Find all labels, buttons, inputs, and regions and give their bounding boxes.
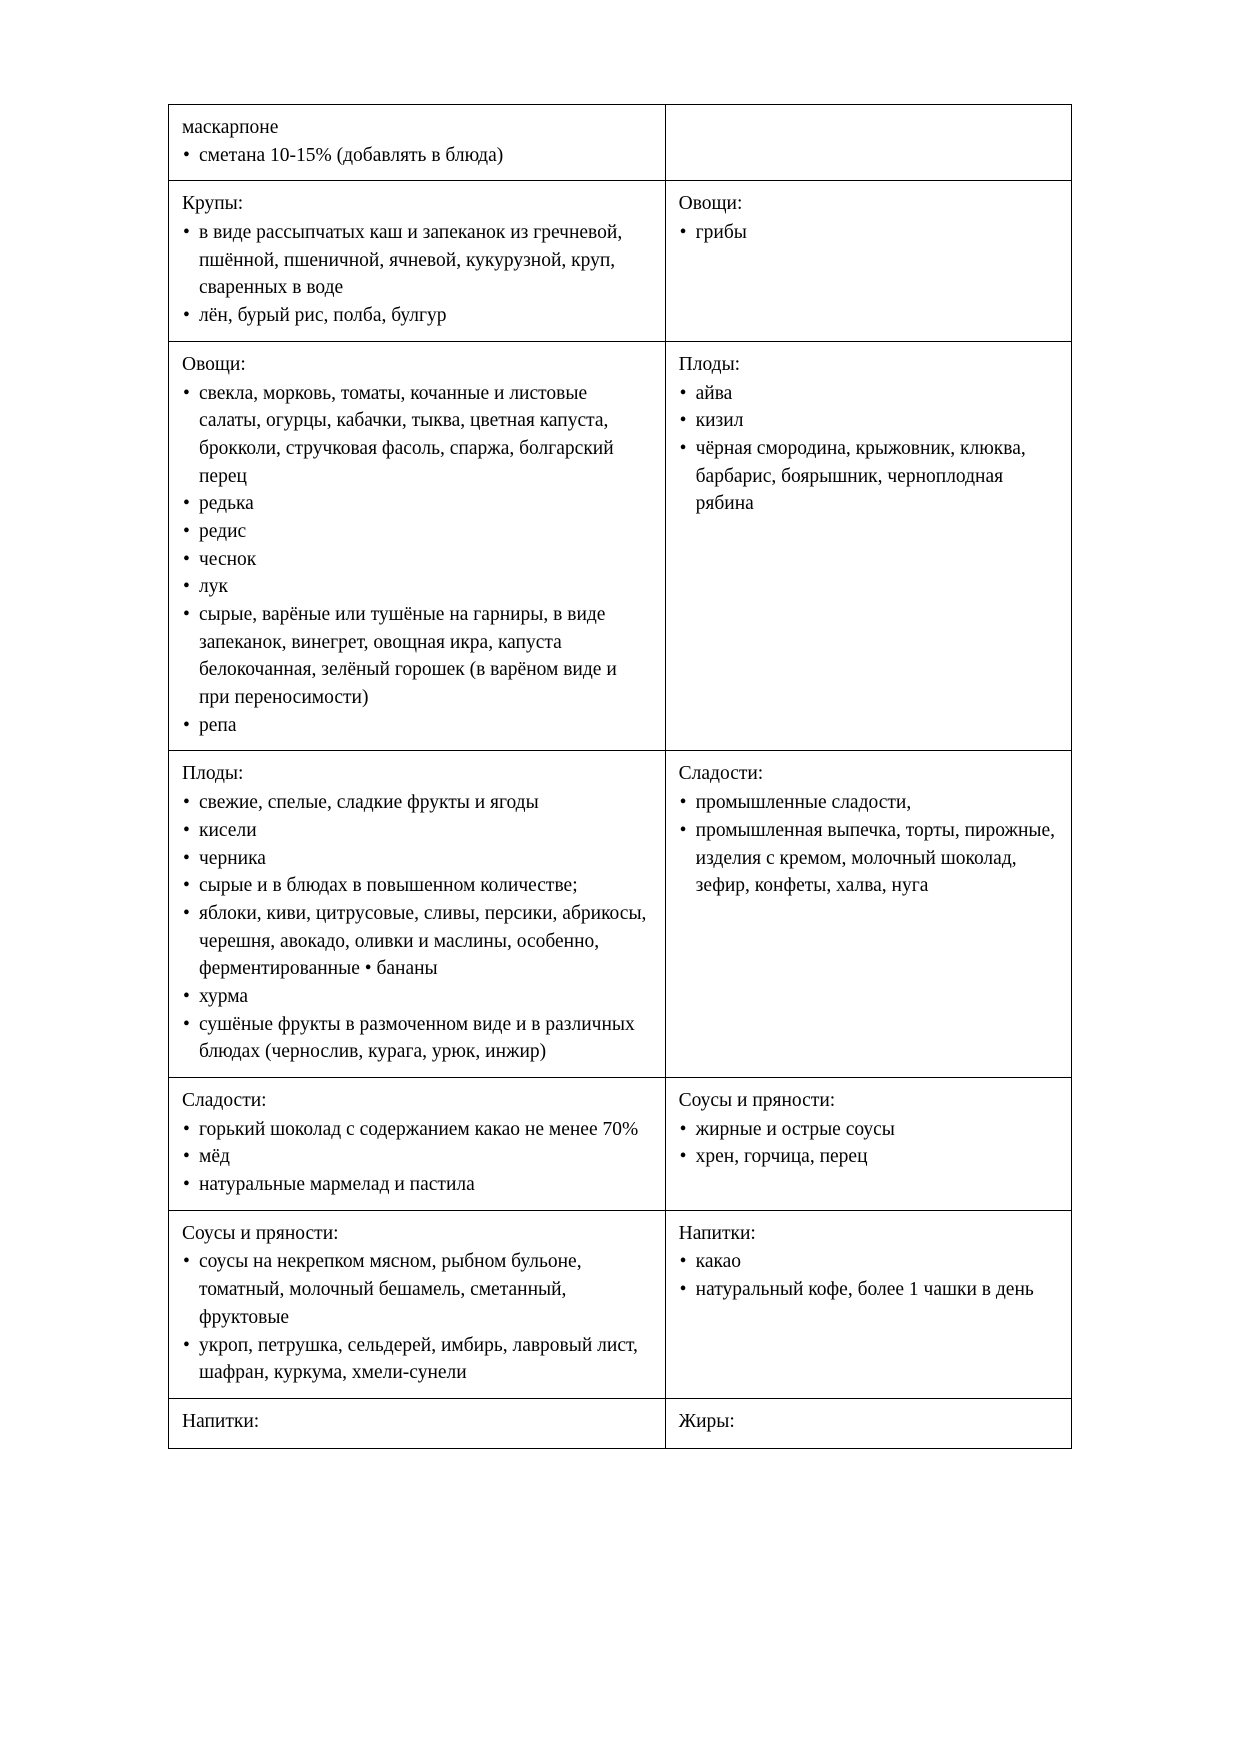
list-item: • хурма (182, 983, 652, 1011)
list-item: • сушёные фрукты в размоченном виде и в различных блюдах (чернослив, курага, урюк, инжир) (182, 1011, 652, 1066)
cell-heading: Крупы: (182, 193, 244, 215)
cell-heading: Овощи: (678, 193, 743, 215)
cell-heading: Напитки: (182, 1410, 260, 1432)
list-item: • айва (679, 380, 1058, 408)
cell-item-list (679, 219, 1058, 247)
cell-heading: Напитки: (678, 1222, 756, 1244)
table-row (169, 751, 1072, 1078)
list-item: • натуральные мармелад и пастила (182, 1171, 652, 1199)
list-item: • жирные и острые соусы (679, 1116, 1058, 1144)
food-recommendations-table (168, 104, 1072, 1449)
cell-item-list (679, 789, 1058, 900)
list-item: • черника (182, 845, 652, 873)
cell-lead-text: маскарпоне (182, 117, 279, 138)
list-item: • натуральный кофе, более 1 чашки в день (679, 1276, 1058, 1304)
list-item: • сырые и в блюдах в повышенном количестве; (182, 872, 652, 900)
table-cell-right (665, 1398, 1071, 1448)
list-item: • кизил (679, 407, 1058, 435)
cell-heading: Жиры: (678, 1410, 735, 1432)
cell-heading: Соусы и пряности: (678, 1090, 836, 1111)
cell-item-list (182, 1248, 652, 1386)
list-item: • свекла, морковь, томаты, кочанные и листовые салаты, огурцы, кабачки, тыква, цветная капуста, брокколи, стручковая фасоль, спаржа, болгарский перец (182, 380, 652, 491)
list-item: • промышленная выпечка, торты, пирожные, изделия с кремом, молочный шоколад, зефир, конфеты, халва, нуга (679, 817, 1058, 900)
list-item: • свежие, спелые, сладкие фрукты и ягоды (182, 789, 652, 817)
cell-heading: Сладости: (182, 1090, 267, 1111)
cell-heading: Плоды: (678, 353, 741, 375)
list-item: • редис (182, 518, 652, 546)
table-cell-left (169, 1078, 666, 1211)
cell-heading: Соусы и пряности: (182, 1222, 339, 1244)
list-item: • редька (182, 490, 652, 518)
table-cell-left (169, 1398, 666, 1448)
cell-item-list (679, 380, 1058, 518)
table-row (169, 1398, 1072, 1448)
cell-item-list (182, 219, 652, 330)
list-item: • чёрная смородина, крыжовник, клюква, барбарис, боярышник, черноплодная рябина (679, 435, 1058, 518)
list-item: • грибы (679, 219, 1058, 247)
list-item: • промышленные сладости, (679, 789, 1058, 817)
cell-item-list (679, 1248, 1058, 1303)
table-cell-left (169, 751, 666, 1078)
table-row (169, 105, 1072, 181)
list-item: • сырые, варёные или тушёные на гарниры, в виде запеканок, винегрет, овощная икра, капуста белокочанная, зелёный горошек (в варёном виде и при переносимости) (182, 601, 652, 712)
list-item: • лён, бурый рис, полба, булгур (182, 302, 652, 330)
table-row (169, 1078, 1072, 1211)
list-item: • хрен, горчица, перец (679, 1143, 1058, 1171)
list-item: • в виде рассыпчатых каш и запеканок из гречневой, пшённой, пшеничной, ячневой, кукурузной, круп, сваренных в воде (182, 219, 652, 302)
cell-heading: Плоды: (182, 763, 244, 785)
list-item: • яблоки, киви, цитрусовые, сливы, персики, абрикосы, черешня, авокадо, оливки и маслины, особенно, ферментированные • бананы (182, 900, 652, 983)
list-item: • укроп, петрушка, сельдерей, имбирь, лавровый лист, шафран, куркума, хмели-сунели (182, 1332, 652, 1387)
table-cell-left (169, 105, 666, 181)
cell-heading: Овощи: (182, 353, 246, 375)
list-item: • лук (182, 573, 652, 601)
table-cell-right (665, 751, 1071, 1078)
list-item: • соусы на некрепком мясном, рыбном бульоне, томатный, молочный бешамель, сметанный, фруктовые (182, 1248, 652, 1331)
table-cell-right (665, 1210, 1071, 1398)
cell-item-list (182, 789, 652, 1066)
table-row (169, 341, 1072, 751)
list-item: • мёд (182, 1143, 652, 1171)
table-cell-left (169, 181, 666, 341)
table-cell-right (665, 1078, 1071, 1211)
table-cell-left (169, 341, 666, 751)
cell-item-list (679, 1116, 1058, 1171)
table-cell-right (665, 181, 1071, 341)
cell-item-list (182, 142, 652, 170)
list-item: • сметана 10-15% (добавлять в блюда) (182, 142, 652, 170)
cell-heading: Сладости: (678, 763, 764, 785)
table-body (169, 105, 1072, 1449)
list-item: • кисели (182, 817, 652, 845)
table-cell-right (665, 341, 1071, 751)
list-item: • чеснок (182, 546, 652, 574)
list-item: • репа (182, 712, 652, 740)
table-row (169, 181, 1072, 341)
table-cell-left (169, 1210, 666, 1398)
list-item: • какао (679, 1248, 1058, 1276)
cell-item-list (182, 380, 652, 740)
table-row (169, 1210, 1072, 1398)
list-item: • горький шоколад с содержанием какао не менее 70% (182, 1116, 652, 1144)
cell-item-list (182, 1116, 652, 1199)
table-cell-right (665, 105, 1071, 181)
